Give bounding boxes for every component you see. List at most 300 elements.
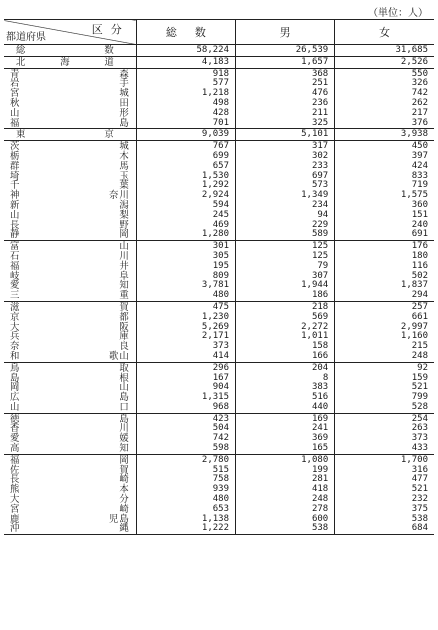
female-value: 257 (335, 301, 434, 312)
total-value: 195 (136, 262, 235, 272)
prefecture-rest-chars: 梨 (119, 209, 130, 221)
population-table (4, 19, 434, 535)
prefecture-label (10, 434, 130, 444)
male-value: 211 (236, 109, 335, 119)
male-value: 383 (236, 383, 335, 393)
prefecture-name (4, 89, 136, 99)
header-prefecture: 都道府県 (6, 32, 46, 43)
male-value: 325 (236, 119, 335, 129)
prefecture-first-char: 徳 (10, 413, 20, 425)
prefecture-first-char: 静 (10, 229, 20, 241)
total-value: 373 (136, 342, 235, 352)
male-value: 236 (236, 99, 335, 109)
prefecture-rest-chars: 本 (119, 484, 130, 496)
male-value: 248 (236, 495, 335, 505)
male-value: 538 (236, 524, 335, 534)
prefecture-first-char: 石 (10, 250, 20, 262)
female-value: 262 (335, 99, 434, 109)
prefecture-label (10, 524, 130, 534)
prefecture-first-char: 兵 (10, 331, 20, 343)
prefecture-rest-chars: 山 (119, 382, 130, 394)
female-value: 1,575 (335, 191, 434, 201)
prefecture-label (10, 172, 130, 182)
prefecture-rest-chars: 取 (119, 362, 130, 374)
male-value: 1,944 (236, 281, 335, 291)
male-value: 2,272 (236, 323, 335, 333)
prefecture-rest-chars: 手 (119, 78, 130, 90)
prefecture-first-char: 大 (10, 494, 20, 506)
female-value: 316 (335, 466, 434, 476)
female-value: 833 (335, 172, 434, 182)
total-value: 758 (136, 475, 235, 485)
prefecture-rest-chars: 良 (119, 341, 130, 353)
male-value: 125 (236, 241, 335, 252)
female-value: 719 (335, 181, 434, 191)
prefecture-label (10, 281, 130, 291)
male-value: 1,080 (236, 454, 335, 465)
male-value: 229 (236, 221, 335, 231)
prefecture-name (4, 323, 136, 333)
header-male: 男 (236, 20, 335, 45)
female-value: 397 (335, 152, 434, 162)
prefecture-rest-chars: 野 (119, 219, 130, 231)
prefecture-rest-chars: 島 (119, 117, 130, 129)
prefecture-name (4, 515, 136, 525)
prefecture-rest-chars: 媛 (119, 433, 130, 445)
prefecture-rest-chars: 森 (119, 68, 130, 80)
total-value: 809 (136, 272, 235, 282)
prefecture-first-char: 沖 (10, 523, 20, 535)
prefecture-label (10, 495, 130, 505)
prefecture-name (4, 99, 136, 109)
prefecture-rest-chars: 山 (119, 241, 130, 253)
table-row (4, 119, 434, 129)
prefecture-rest-chars: 口 (119, 401, 130, 413)
total-value: 1,292 (136, 181, 235, 191)
male-value: 241 (236, 424, 335, 434)
female-value: 294 (335, 291, 434, 301)
female-value: 217 (335, 109, 434, 119)
total-value: 1,315 (136, 393, 235, 403)
prefecture-rest-chars: 田 (119, 97, 130, 109)
prefecture-name (4, 119, 136, 129)
prefecture-label (10, 332, 130, 342)
male-value: 697 (236, 172, 335, 182)
prefecture-char: 数 (104, 45, 114, 56)
table-row (4, 291, 434, 301)
prefecture-name (4, 211, 136, 221)
prefecture-rest-chars: 奈川 (109, 190, 130, 202)
prefecture-name (4, 45, 136, 57)
male-value: 573 (236, 181, 335, 191)
prefecture-label (10, 262, 130, 272)
prefecture-label (10, 466, 130, 476)
prefecture-rest-chars: 井 (119, 260, 130, 272)
total-value: 577 (136, 79, 235, 89)
total-value: 1,218 (136, 89, 235, 99)
male-value: 186 (236, 291, 335, 301)
prefecture-first-char: 神 (10, 190, 20, 202)
prefecture-rest-chars: 島 (119, 392, 130, 404)
prefecture-label (10, 58, 130, 68)
male-value: 1,349 (236, 191, 335, 201)
prefecture-rest-chars: 賀 (119, 301, 130, 313)
male-value: 26,539 (236, 45, 335, 57)
prefecture-first-char: 鹿 (10, 513, 20, 525)
total-value: 414 (136, 352, 235, 362)
prefecture-first-char: 京 (10, 311, 20, 323)
prefecture-first-char: 福 (10, 260, 20, 272)
table-row (4, 230, 434, 240)
prefecture-name (4, 241, 136, 252)
female-value: 151 (335, 211, 434, 221)
prefecture-first-char: 愛 (10, 433, 20, 445)
male-value: 516 (236, 393, 335, 403)
prefecture-label (10, 79, 130, 89)
prefecture-label (10, 291, 130, 301)
prefecture-label (10, 456, 130, 466)
prefecture-name (4, 393, 136, 403)
prefecture-char: 京 (104, 129, 114, 141)
prefecture-label (10, 46, 130, 56)
prefecture-rest-chars: 阪 (119, 321, 130, 333)
prefecture-rest-chars: 城 (119, 141, 130, 153)
total-value: 699 (136, 152, 235, 162)
prefecture-name (4, 79, 136, 89)
total-value: 498 (136, 99, 235, 109)
prefecture-rest-chars: 木 (119, 150, 130, 162)
prefecture-first-char: 岡 (10, 382, 20, 394)
prefecture-rest-chars: 知 (119, 443, 130, 455)
table-row (4, 129, 434, 141)
prefecture-name (4, 201, 136, 211)
female-value: 116 (335, 262, 434, 272)
female-value: 360 (335, 201, 434, 211)
prefecture-label (10, 89, 130, 99)
prefecture-first-char: 山 (10, 107, 20, 119)
prefecture-first-char: 三 (10, 290, 20, 302)
male-value: 8 (236, 374, 335, 384)
male-value: 368 (236, 68, 335, 79)
table-row (4, 45, 434, 57)
prefecture-first-char: 青 (10, 68, 20, 80)
male-value: 79 (236, 262, 335, 272)
total-value: 2,780 (136, 454, 235, 465)
prefecture-name (4, 272, 136, 282)
prefecture-name (4, 374, 136, 384)
female-value: 31,685 (335, 45, 434, 57)
total-value: 428 (136, 109, 235, 119)
prefecture-label (10, 444, 130, 454)
prefecture-name (4, 141, 136, 152)
prefecture-first-char: 千 (10, 180, 20, 192)
prefecture-rest-chars: 歌山 (109, 350, 130, 362)
prefecture-name (4, 301, 136, 312)
prefecture-name (4, 230, 136, 240)
male-value: 317 (236, 141, 335, 152)
male-value: 204 (236, 362, 335, 373)
prefecture-first-char: 宮 (10, 88, 20, 100)
male-value: 369 (236, 434, 335, 444)
total-value: 904 (136, 383, 235, 393)
prefecture-label (10, 70, 130, 80)
prefecture-label (10, 162, 130, 172)
prefecture-first-char: 山 (10, 401, 20, 413)
prefecture-label (10, 313, 130, 323)
male-value: 169 (236, 413, 335, 424)
male-value: 165 (236, 444, 335, 454)
prefecture-name (4, 262, 136, 272)
male-value: 166 (236, 352, 335, 362)
prefecture-name (4, 68, 136, 79)
prefecture-name (4, 191, 136, 201)
prefecture-rest-chars: 崎 (119, 474, 130, 486)
prefecture-first-char: 富 (10, 241, 20, 253)
prefecture-label (10, 364, 130, 374)
total-value: 4,183 (136, 56, 235, 68)
prefecture-label (10, 230, 130, 240)
prefecture-first-char: 岐 (10, 270, 20, 282)
prefecture-label (10, 485, 130, 495)
prefecture-name (4, 352, 136, 362)
female-value: 254 (335, 413, 434, 424)
male-value: 589 (236, 230, 335, 240)
total-value: 5,269 (136, 323, 235, 333)
prefecture-first-char: 山 (10, 209, 20, 221)
female-value: 528 (335, 403, 434, 413)
prefecture-name (4, 454, 136, 465)
prefecture-label (10, 515, 130, 525)
prefecture-first-char: 秋 (10, 97, 20, 109)
prefecture-label (10, 383, 130, 393)
total-value: 480 (136, 291, 235, 301)
prefecture-label (10, 323, 130, 333)
prefecture-rest-chars: 賀 (119, 464, 130, 476)
prefecture-label (10, 403, 130, 413)
prefecture-char: 東 (16, 129, 26, 141)
male-value: 569 (236, 313, 335, 323)
female-value: 742 (335, 89, 434, 99)
prefecture-first-char: 島 (10, 372, 20, 384)
prefecture-name (4, 524, 136, 534)
prefecture-rest-chars: 葉 (119, 180, 130, 192)
female-value: 3,938 (335, 129, 434, 141)
prefecture-label (10, 211, 130, 221)
male-value: 125 (236, 252, 335, 262)
male-value: 158 (236, 342, 335, 352)
female-value: 550 (335, 68, 434, 79)
female-value: 240 (335, 221, 434, 231)
female-value: 180 (335, 252, 434, 262)
prefecture-first-char: 愛 (10, 280, 20, 292)
prefecture-label (10, 119, 130, 129)
prefecture-name (4, 109, 136, 119)
prefecture-rest-chars: 岡 (119, 454, 130, 466)
prefecture-rest-chars: 馬 (119, 160, 130, 172)
header-kubun: 区分 (91, 23, 130, 36)
unit-note: （単位：人） (368, 8, 428, 19)
total-value: 1,138 (136, 515, 235, 525)
prefecture-char: 北 (16, 56, 26, 68)
prefecture-label (10, 272, 130, 282)
prefecture-name (4, 475, 136, 485)
prefecture-first-char: 茨 (10, 141, 20, 153)
female-value: 373 (335, 434, 434, 444)
male-value: 199 (236, 466, 335, 476)
prefecture-rest-chars: 知 (119, 280, 130, 292)
female-value: 799 (335, 393, 434, 403)
prefecture-label (10, 303, 130, 313)
prefecture-rest-chars: 重 (119, 290, 130, 302)
total-value: 1,230 (136, 313, 235, 323)
prefecture-name (4, 332, 136, 342)
female-value: 92 (335, 362, 434, 373)
prefecture-label (10, 374, 130, 384)
female-value: 691 (335, 230, 434, 240)
prefecture-name (4, 252, 136, 262)
total-value: 469 (136, 221, 235, 231)
total-value: 767 (136, 141, 235, 152)
female-value: 215 (335, 342, 434, 352)
header-category (4, 20, 136, 45)
prefecture-label (10, 109, 130, 119)
prefecture-name (4, 444, 136, 454)
total-value: 742 (136, 434, 235, 444)
prefecture-label (10, 352, 130, 362)
prefecture-first-char: 鳥 (10, 362, 20, 374)
female-value: 1,837 (335, 281, 434, 291)
female-value: 263 (335, 424, 434, 434)
total-value: 968 (136, 403, 235, 413)
female-value: 375 (335, 505, 434, 515)
prefecture-name (4, 162, 136, 172)
prefecture-rest-chars: 崎 (119, 503, 130, 515)
prefecture-char: 海 (60, 56, 70, 68)
prefecture-first-char: 奈 (10, 341, 20, 353)
female-value: 232 (335, 495, 434, 505)
female-value: 2,526 (335, 56, 434, 68)
prefecture-first-char: 佐 (10, 464, 20, 476)
female-value: 376 (335, 119, 434, 129)
total-value: 594 (136, 201, 235, 211)
prefecture-first-char: 和 (10, 350, 20, 362)
male-value: 278 (236, 505, 335, 515)
prefecture-first-char: 宮 (10, 503, 20, 515)
prefecture-name (4, 152, 136, 162)
header-female: 女 (335, 20, 434, 45)
prefecture-rest-chars: 川 (119, 250, 130, 262)
male-value: 307 (236, 272, 335, 282)
prefecture-name (4, 281, 136, 291)
prefecture-name (4, 172, 136, 182)
prefecture-label (10, 191, 130, 201)
total-value: 475 (136, 301, 235, 312)
prefecture-rest-chars: 阜 (119, 270, 130, 282)
prefecture-rest-chars: 形 (119, 107, 130, 119)
female-value: 433 (335, 444, 434, 454)
total-value: 245 (136, 211, 235, 221)
total-value: 167 (136, 374, 235, 384)
prefecture-name (4, 56, 136, 68)
prefecture-label (10, 424, 130, 434)
prefecture-name (4, 466, 136, 476)
table-row (4, 56, 434, 68)
female-value: 424 (335, 162, 434, 172)
male-value: 5,101 (236, 129, 335, 141)
male-value: 233 (236, 162, 335, 172)
prefecture-char: 総 (16, 45, 26, 56)
total-value: 58,224 (136, 45, 235, 57)
female-value: 521 (335, 383, 434, 393)
prefecture-first-char: 岩 (10, 78, 20, 90)
total-value: 305 (136, 252, 235, 262)
female-value: 538 (335, 515, 434, 525)
prefecture-name (4, 495, 136, 505)
prefecture-rest-chars: 都 (119, 311, 130, 323)
male-value: 251 (236, 79, 335, 89)
female-value: 661 (335, 313, 434, 323)
prefecture-rest-chars: 玉 (119, 170, 130, 182)
total-value: 598 (136, 444, 235, 454)
female-value: 521 (335, 485, 434, 495)
prefecture-rest-chars: 潟 (119, 199, 130, 211)
total-value: 2,924 (136, 191, 235, 201)
table-row (4, 524, 434, 534)
total-value: 701 (136, 119, 235, 129)
prefecture-first-char: 埼 (10, 170, 20, 182)
total-value: 3,781 (136, 281, 235, 291)
total-value: 504 (136, 424, 235, 434)
prefecture-label (10, 152, 130, 162)
female-value: 502 (335, 272, 434, 282)
female-value: 1,160 (335, 332, 434, 342)
prefecture-name (4, 383, 136, 393)
total-value: 515 (136, 466, 235, 476)
prefecture-first-char: 栃 (10, 150, 20, 162)
prefecture-first-char: 熊 (10, 484, 20, 496)
table-row (4, 362, 434, 373)
male-value: 281 (236, 475, 335, 485)
prefecture-first-char: 大 (10, 321, 20, 333)
male-value: 302 (236, 152, 335, 162)
prefecture-first-char: 新 (10, 199, 20, 211)
prefecture-rest-chars: 城 (119, 88, 130, 100)
prefecture-name (4, 221, 136, 231)
male-value: 234 (236, 201, 335, 211)
header-row (4, 20, 434, 45)
prefecture-first-char: 高 (10, 443, 20, 455)
prefecture-rest-chars: 根 (119, 372, 130, 384)
total-value: 653 (136, 505, 235, 515)
total-value: 657 (136, 162, 235, 172)
table-row (4, 454, 434, 465)
total-value: 939 (136, 485, 235, 495)
prefecture-rest-chars: 縄 (119, 523, 130, 535)
prefecture-label (10, 99, 130, 109)
prefecture-name (4, 434, 136, 444)
total-value: 9,039 (136, 129, 235, 141)
male-value: 440 (236, 403, 335, 413)
prefecture-first-char: 滋 (10, 301, 20, 313)
total-value: 1,280 (136, 230, 235, 240)
table-body (4, 45, 434, 535)
prefecture-label (10, 415, 130, 425)
header-total: 総数 (136, 20, 235, 45)
prefecture-first-char: 広 (10, 392, 20, 404)
total-value: 423 (136, 413, 235, 424)
total-value: 2,171 (136, 332, 235, 342)
total-value: 1,222 (136, 524, 235, 534)
